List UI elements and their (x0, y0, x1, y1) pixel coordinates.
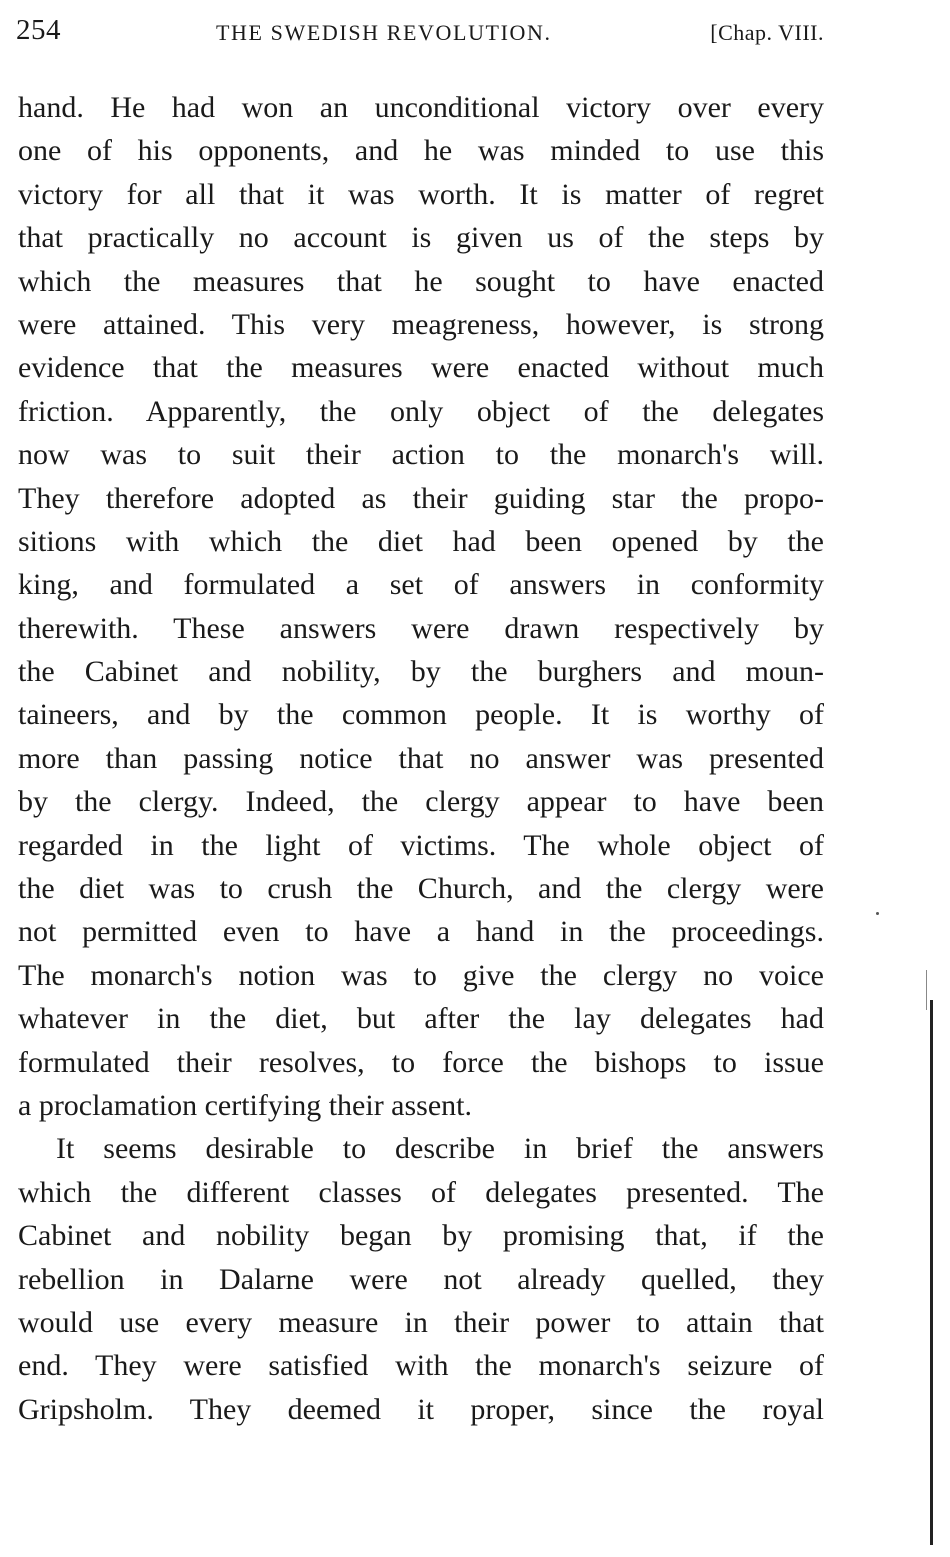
running-title: THE SWEDISH REVOLUTION. (216, 20, 552, 45)
text-line: victory for all that it was worth. It is matter of regret (18, 177, 824, 211)
text-line: would use every measure in their power to attain that (18, 1305, 824, 1339)
text-line: the diet was to crush the Church, and the clergy were (18, 872, 824, 906)
text-line: whatever in the diet, but after the lay delegates had (18, 1002, 824, 1036)
text-line: The monarch's notion was to give the clergy no voice (18, 958, 824, 992)
text-line: a proclamation certifying their assent. (18, 1088, 472, 1122)
text-line: hand. He had won an unconditional victory over every (18, 91, 824, 124)
text-line: that practically no account is given us of the steps by (18, 221, 824, 255)
text-line: therewith. These answers were drawn respectively by (18, 611, 824, 645)
body-text (18, 86, 824, 1431)
scan-speck (876, 912, 879, 915)
text-line: taineers, and by the common people. It is worthy of (18, 698, 824, 732)
text-line: not permitted even to have a hand in the proceedings. (18, 915, 824, 949)
text-line: king, and formulated a set of answers in conformity (18, 568, 824, 602)
text-line: sitions with which the diet had been opened by the (18, 524, 824, 558)
text-line: were attained. This very meagreness, however, is strong (18, 307, 824, 341)
text-line: They therefore adopted as their guiding star the propo- (18, 481, 824, 515)
text-line: end. They were satisfied with the monarch's seizure of (18, 1349, 824, 1383)
text-line: one of his opponents, and he was minded to use this (18, 134, 824, 168)
running-head (16, 14, 824, 54)
page-edge-line (930, 1000, 933, 1545)
text-line: the Cabinet and nobility, by the burghers and moun- (18, 655, 824, 689)
paragraph-start-line: It seems desirable to describe in brief the answers (56, 1132, 824, 1166)
text-line: Gripsholm. They deemed it proper, since the royal (18, 1392, 824, 1426)
text-line: regarded in the light of victims. The whole object of (18, 828, 824, 862)
chapter-reference: [Chap. VIII. (710, 20, 824, 45)
text-line: now was to suit their action to the monarch's will. (18, 438, 824, 472)
text-line: rebellion in Dalarne were not already quelled, they (18, 1262, 824, 1296)
text-line: which the measures that he sought to have enacted (18, 264, 824, 298)
text-line: formulated their resolves, to force the bishops to issue (18, 1045, 824, 1079)
page-number: 254 (16, 14, 61, 46)
text-line: more than passing notice that no answer was presented (18, 741, 824, 775)
text-line: by the clergy. Indeed, the clergy appear to have been (18, 785, 824, 819)
page-edge-shadow (926, 970, 927, 1010)
text-line: which the different classes of delegates presented. The (18, 1175, 824, 1209)
text-line: Cabinet and nobility began by promising that, if the (18, 1219, 824, 1253)
text-line: evidence that the measures were enacted without much (18, 351, 824, 385)
text-line: friction. Apparently, the only object of the delegates (18, 394, 824, 428)
